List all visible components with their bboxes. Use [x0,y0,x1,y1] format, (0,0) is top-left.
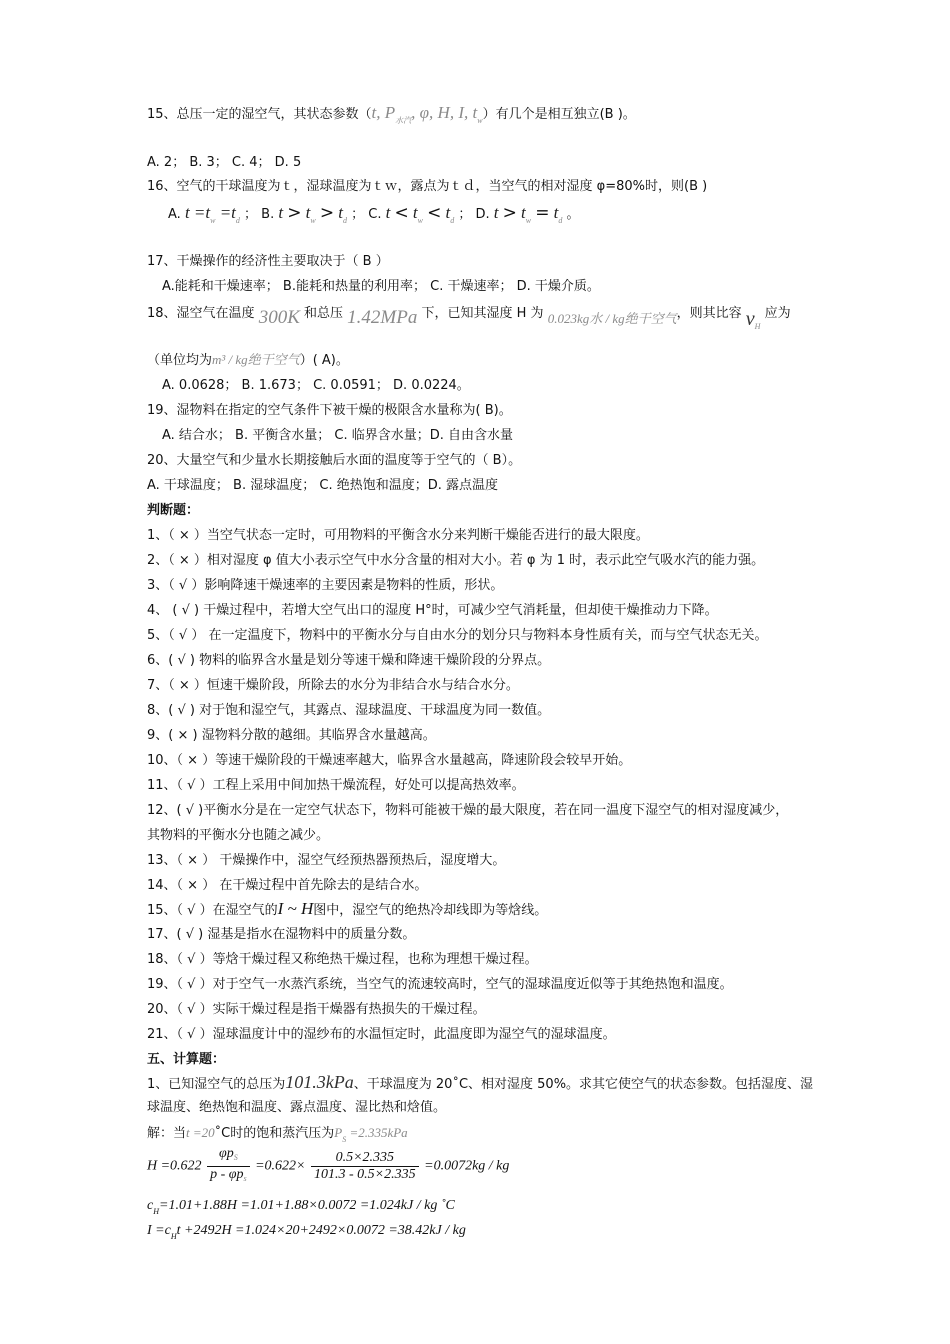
sol-ps: P [334,1125,343,1140]
sol-mid: ˚C时的饱和蒸汽压为 [214,1126,335,1141]
eqh-mid: =0.622× [255,1158,306,1174]
sol-t: t =20 [186,1125,215,1140]
eqh-f1-den: p - φp [210,1167,244,1182]
question-15 [147,104,636,130]
eqh-fraction-1 [207,1146,250,1187]
q18-p1: 18、湿空气在温度 [147,306,255,321]
q16-a-sub-w: w [210,216,216,225]
eqi-sub: H [170,1232,177,1241]
judge-item: 9、( × ) 湿物料分散的越细。其临界含水量越高。 [147,728,436,743]
q18-unit-pre: （单位均为 [147,353,213,368]
eqh-f2-den: 101.3 - 0.5×2.335 [314,1167,416,1182]
q16-b-sub-d: d [342,216,347,225]
q18-unit: m³ / kg绝干空气 [212,352,300,367]
equation-enthalpy [147,1222,466,1246]
judge15-ih: I ~ H [277,899,314,918]
judge-item: 11、（ √ ）工程上采用中间加热干燥流程，好处可以提高热效率。 [147,778,525,793]
q16-b-t: t [278,203,284,222]
judge-item-14: 14、（ × ） 在干燥过程中首先除去的是结合水。 [147,878,428,893]
eqh-f1-num: φp [218,1146,234,1161]
q16-b-sub-w: w [310,216,316,225]
q16-d-gt: > [502,203,517,223]
equation-specific-heat [147,1197,455,1221]
q16-c-lt2: < [427,203,442,223]
judge-title: 判断题： [147,503,200,518]
judge-item-13: 13、（ × ） 干燥操作中，湿空气经预热器预热后，湿度增大。 [147,853,506,868]
judge-item: 18、（ √ ）等焓干燥过程又称绝热干燥过程，也称为理想干燥过程。 [147,952,538,967]
q17-options: A.能耗和干燥速率； B.能耗和热量的利用率； C. 干燥速率； D. 干燥介质。 [162,279,600,294]
q16-d-t2: t [521,203,526,222]
eqi-rhs: t +2492H =1.024×20+2492×0.0072 =38.42kJ / kg [176,1223,466,1238]
q18-v-sub: H [754,322,761,331]
q19-options: A. 结合水； B. 平衡含水量； C. 临界含水量；D. 自由含水量 [162,428,513,443]
q16-d-sub-w: w [525,216,532,225]
q18-humidity: 0.023kg水 / kg绝干空气 [547,311,677,326]
q18-p5: 应为 [764,306,791,321]
q20-options: A. 干球温度； B. 湿球温度； C. 绝热饱和温度；D. 露点温度 [147,478,498,493]
calc1-a: 1、已知湿空气的总压为 [147,1077,286,1092]
eqh-f1-num-sub: S [233,1153,238,1162]
judge-item: 21、（ √ ）湿球温度计中的湿纱布的水温恒定时，此温度即为湿空气的湿球温度。 [147,1027,616,1042]
judge-item: 10、（ × ）等速干燥阶段的干燥速率越大，临界含水量越高，降速阶段会较早开始。 [147,753,632,768]
calc1-b: 、干球温度为 20˚C、相对湿度 50%。求其它使空气的状态参数。包括湿度、湿 [353,1077,814,1092]
judge-item: 4、 ( √ ) 干燥过程中，若增大空气出口的湿度 H°时，可减少空气消耗量，但却使干燥推动力下降。 [147,603,718,618]
q16-opt-b: ； B. [244,207,275,222]
q16-b-t3: t [338,203,343,222]
judge-item: 3、（ √ ）影响降速干燥速率的主要因素是物料的性质，形状。 [147,578,504,593]
sol-ps-sub: S [342,1135,347,1144]
eqh-f2-num: 0.5×2.335 [311,1150,419,1167]
q18-unit-post: ）( A)。 [299,353,349,368]
eqh-fraction-2 [311,1150,419,1183]
q18-press: 1.42MPa [347,307,418,328]
q16-c-lt1: < [394,203,409,223]
q16-d-t: t [493,203,499,222]
q16-c-sub-d: d [450,216,455,225]
judge-item: 8、( √ ) 对于饱和湿空气，其露点、湿球温度、干球温度为同一数值。 [147,703,551,718]
judge-item: 6、( √ ) 物料的临界含水量是划分等速干燥和降速干燥阶段的分界点。 [147,653,551,668]
q16-end: 。 [566,207,580,222]
question-19: 19、湿物料在指定的空气条件下被干燥的极限含水量称为( B)。 [147,403,512,418]
q16-d-t3: t [553,203,559,222]
q18-unit-line [147,351,349,370]
judge-item: 20、（ √ ）实际干燥过程是指干燥器有热损失的干燥过程。 [147,1002,486,1017]
question-17: 17、干燥操作的经济性主要取决于（ B ） [147,254,389,269]
judge15-post: 图中，湿空气的绝热冷却线即为等焓线。 [313,903,548,918]
q16-c-t: t [385,203,391,222]
q18-options: A. 0.0628； B. 1.673； C. 0.0591； D. 0.0224。 [162,378,470,393]
judge-item: 17、( √ ) 湿基是指水在湿物料中的质量分数。 [147,927,416,942]
q16-d-eq: = [535,203,550,223]
eqi-lhs: I =c [147,1223,171,1238]
eqh-lhs: H =0.622 [147,1158,202,1174]
q18-p4: ，则其比容 [676,306,742,321]
eqc-body: =1.01+1.88H =1.01+1.88×0.0072 =1.024kJ / kg ˚C [159,1198,455,1213]
q16-opt-a: A. [168,207,181,222]
q15-sub-w: w [477,116,483,125]
q18-v: ν [745,308,755,330]
calc-1-line1 [147,1073,813,1094]
q15-prefix: 15、总压一定的湿空气，其状态参数（ [147,107,372,122]
question-16: 16、空气的干球温度为ｔ，湿球温度为ｔｗ，露点为ｔｄ，当空气的相对湿度 φ=80%时，则(B ) [147,179,708,194]
judge-item: 7、（ × ）恒速干燥阶段，所除去的水分为非结合水与结合水分。 [147,678,519,693]
judge-item-15 [147,900,547,920]
q16-a-sub-d: d [235,216,240,225]
sol-pre: 解：当 [147,1126,187,1141]
q16-a-expr: t =t [184,203,211,222]
q16-c-sub-w: w [417,216,423,225]
question-18 [147,305,791,336]
eqh-rhs: =0.0072kg / kg [424,1158,510,1174]
q16-b-t2: t [305,203,311,222]
judge-item: 1、（ × ）当空气状态一定时，可用物料的平衡含水分来判断干燥能否进行的最大限度。 [147,528,649,543]
sol-ps-val: =2.335kPa [346,1125,408,1140]
q16-d-sub-d: d [558,216,563,225]
equation-humidity [147,1146,509,1187]
judge15-pre: 15、（ √ ）在湿空气的 [147,903,278,918]
q16-a-expr2: =t [215,203,236,222]
q16-b-gt1: > [287,203,302,223]
judge-item-12-line2: 其物料的平衡水分也随之减少。 [147,828,330,843]
eqc-lhs: c [147,1198,154,1213]
q16-c-t3: t [445,203,451,222]
calc-title: 五、计算题： [147,1052,226,1067]
q15-suffix: ）有几个是相互独立(B )。 [482,107,636,122]
q16-c-t2: t [412,203,418,222]
q16-b-gt2: > [319,203,335,223]
judge-item: 2、（ × ）相对湿度 φ 值大小表示空气中水分含量的相对大小。若 φ 为 1 时，表示此空气吸水汽的能力强。 [147,553,765,568]
judge-item: 19、（ √ ）对于空气一水蒸汽系统，当空气的流速较高时，空气的湿球温度近似等于其绝热饱和温度。 [147,977,733,992]
q18-p2: 和总压 [304,306,344,321]
q16-opt-c: ； C. [351,207,382,222]
q18-temp: 300K [258,307,300,328]
judge-item: 5、（ √ ） 在一定温度下，物料中的平衡水分与自由水分的划分只与物料本身性质有关，而与空气状态无关。 [147,628,768,643]
judge-item-12-line1: 12、( √ )平衡水分是在一定空气状态下，物料可能被干燥的最大限度，若在同一温度下湿空气的相对湿度减少， [147,803,789,818]
question-20: 20、大量空气和少量水长期接触后水面的温度等于空气的（ B）。 [147,453,522,468]
eqc-sub: H [153,1207,159,1216]
eqh-f1-den-sub: s [243,1174,247,1183]
calc-1-line2: 球温度、绝热饱和温度、露点温度、湿比热和焓值。 [147,1100,447,1115]
q15-params: t, P [371,103,396,122]
q15-options: A. 2； B. 3； C. 4； D. 5 [147,155,302,170]
q15-params2: , φ, H, I, t [411,103,478,122]
q16-opt-d: ； D. [458,207,490,222]
q18-p3: 下，已知其湿度 H 为 [421,306,544,321]
q15-sub-water: 水汽 [395,116,412,125]
q16-options [168,204,580,230]
calc1-pressure: 101.3kPa [285,1072,354,1092]
